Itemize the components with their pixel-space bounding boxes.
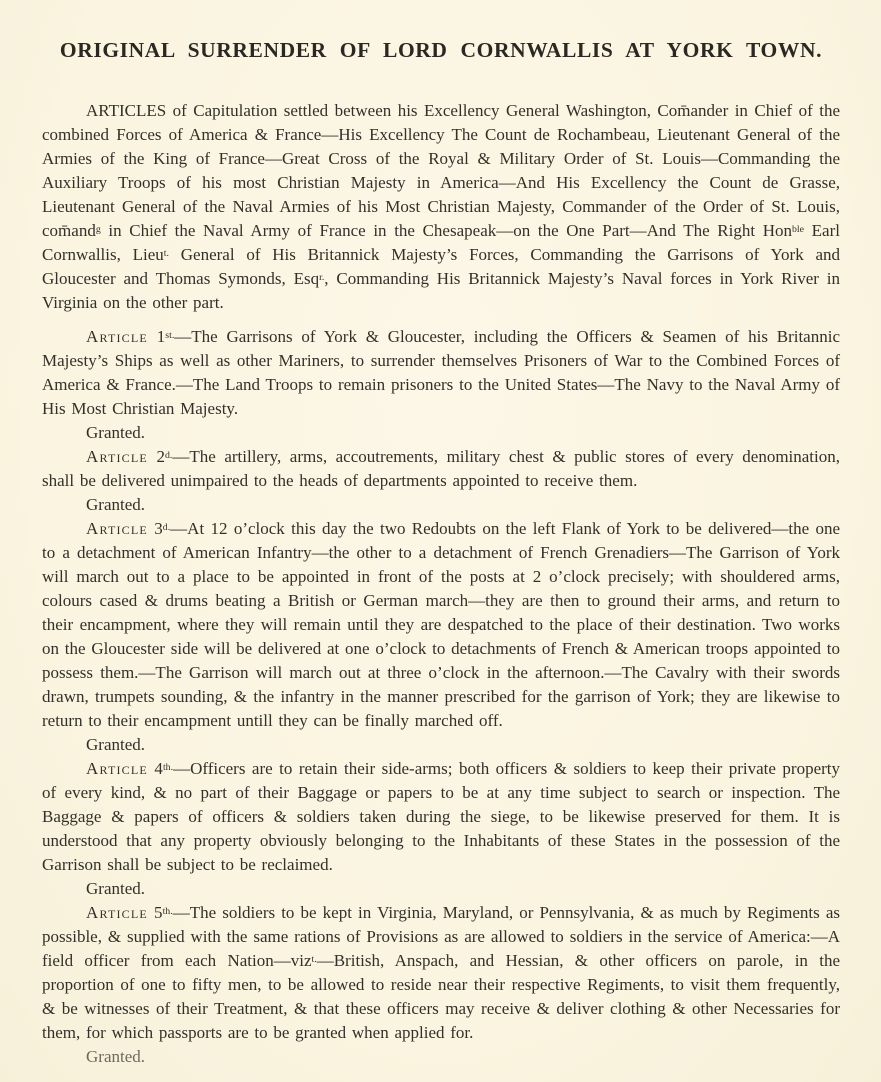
- paragraph-article-4: Article $4^{th.}—Officers$ are to retain their side-arms; both officers & soldiers to keep their private property of every kind, & no part of their Baggage or papers to be at any time subject to search or inspection. The Baggage & papers of officers & soldiers taken during the siege, to be likewise preserved for them. It is understood that any property obviously belonging to the Inhabitants of these States in the possession of the Garrison shall be subject to be reclaimed.: [42, 759, 841, 874]
- document-title: ORIGINAL SURRENDER OF LORD CORNWALLIS AT YORK TOWN.: [59, 38, 823, 62]
- paragraph-granted-5: Granted.: [86, 1047, 146, 1066]
- paragraph-granted-3: Granted.: [86, 735, 146, 754]
- paragraph-article-5: Article $5^{th.}—The$ soldiers to be kept in Virginia, Maryland, or Pennsylvania, & as much by Regiments as possible, & supplied with the same rations of Provisions as are allowed to soldiers in the service of America:—A field officer from each Nation—viz$^{t.}$—British, Anspach, and Hessian, & other officers on parole, in the proportion of one to fifty men, to be allowed to reside near their respective Regiments, to visit them frequently, & be witnesses of their Treatment, & that these officers may receive & deliver clothing & other Necessaries for them, for which passports are to be granted when applied for.: [42, 903, 841, 1042]
- document-body: [42, 99, 840, 1069]
- article-label: Article: [86, 759, 148, 778]
- article-label: Article: [86, 903, 148, 922]
- paragraph-preamble: ARTICLES of Capitulation settled between his Excellency General Washington, Com̄ander in Chief of the combined Forces of America & France—His Excellency The Count de Rochambeau, Lieutenant General of the Armies of the King of France—Great Cross of the Royal & Military Order of St. Louis—Commanding the Auxiliary Troops of his most Christian Majesty in America—And His Excellency the Count de Grasse, Lieutenant General of the Naval Armies of his Most Christian Majesty, Commander of the Order of St. Louis, com̄and$^g$ in Chief the Naval Army of France in the Chesapeak—on the One Part—And The Right Hon$^{ble}$ Earl Cornwallis, Lieu$^{t.}$ General of His Britannick Majesty’s Forces, Commanding the Garrisons of York and Gloucester and Thomas Symonds, Esq$^{r.}$, Commanding His Britannick Majesty’s Naval forces in York River in Virginia on the other part.: [42, 101, 841, 312]
- paragraph-granted-1: Granted.: [86, 423, 146, 442]
- paragraph-granted-2: Granted.: [86, 495, 146, 514]
- article-label: Article: [86, 519, 148, 538]
- paragraph-granted-4: Granted.: [86, 879, 146, 898]
- paragraph-article-2: Article $2^{d.}—The$ artillery, arms, accoutrements, military chest & public stores of every denomination, shall be delivered unimpaired to the heads of departments appointed to receive them.: [42, 447, 841, 490]
- paragraph-article-3: Article $3^{d.}—At$ 12 o’clock this day the two Redoubts on the left Flank of York to be delivered—the one to a detachment of American Infantry—the other to a detachment of French Grenadiers—The Garrison of York will march out to a place to be appointed in front of the posts at 2 o’clock precisely; with shouldered arms, colours cased & drums beating a British or German march—they are then to ground their arms, and return to their encampment, where they will remain until they are despatched to the place of their destination. Two works on the Gloucester side will be delivered at one o’clock to detachments of French & American troops appointed to possess them.—The Garrison will march out at three o’clock in the afternoon.—The Cavalry with their swords drawn, trumpets sounding, & the infantry in the manner prescribed for the garrison of York; they are likewise to return to their encampment untill they can be finally marched off.: [42, 519, 841, 730]
- article-label: Article: [86, 447, 148, 466]
- article-label: Article: [86, 327, 148, 346]
- paragraph-article-1: Article $1^{st.}—The$ Garrisons of York & Gloucester, including the Officers & Seamen of his Britannic Majesty’s Ships as well as other Mariners, to surrender themselves Prisoners of War to the Combined Forces of America & France.—The Land Troops to remain prisoners to the United States—The Navy to the Naval Army of His Most Christian Majesty.: [42, 327, 840, 418]
